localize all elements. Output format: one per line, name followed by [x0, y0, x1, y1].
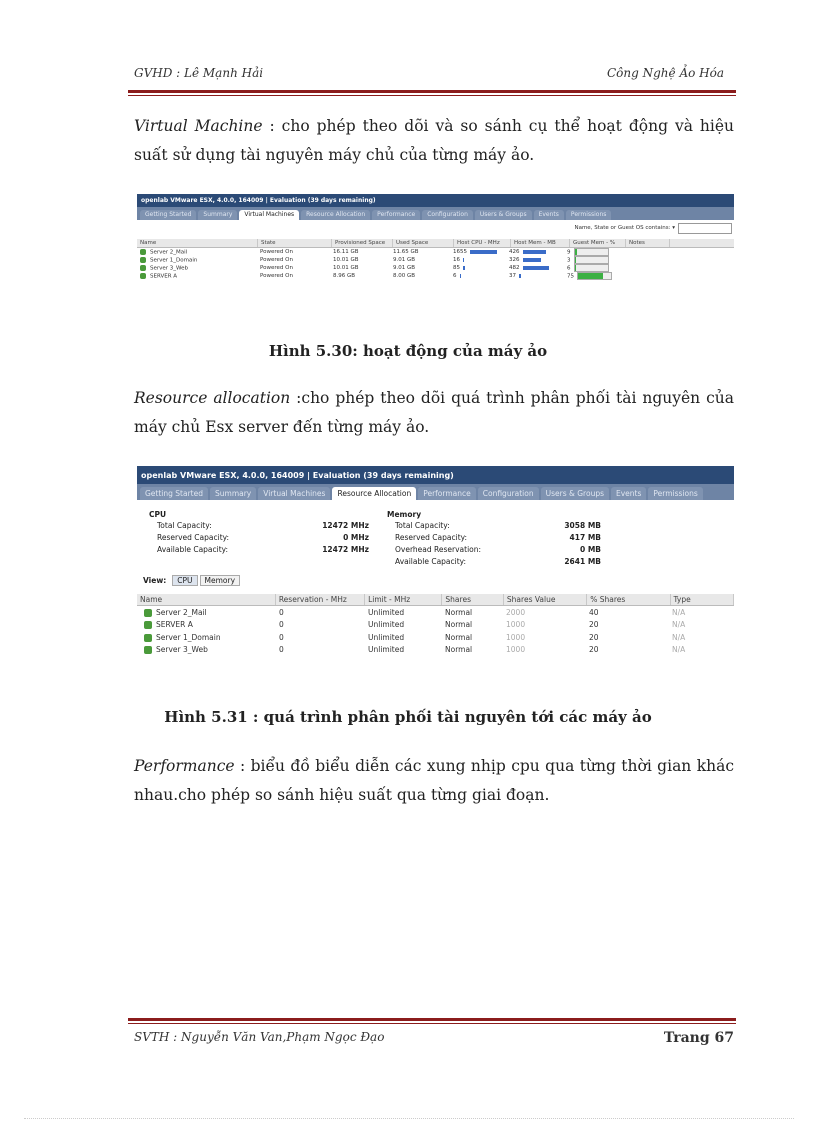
vm-guest-cell: 9	[564, 248, 619, 256]
alloc-name-cell: Server 3_Web	[137, 645, 276, 654]
table-row[interactable]	[137, 256, 734, 264]
mem-reserved-label: Reserved Capacity:	[395, 533, 468, 542]
vm-provisioned-cell: 8.96 GB	[333, 273, 356, 279]
vm-icon	[140, 265, 146, 271]
alloc-pct-cell: 20	[589, 620, 599, 630]
vm-mem-cell: 37	[506, 273, 564, 279]
page-bottom-divider	[24, 1118, 794, 1119]
vm-used-cell: 9.01 GB	[393, 265, 416, 271]
mem-usage-bar	[523, 266, 549, 270]
vm-provisioned-cell: 10.01 GB	[333, 265, 359, 271]
cpu-total-value: 12472 MHz	[322, 521, 369, 530]
alloc-type-cell: N/A	[672, 620, 686, 630]
header-instructor: GVHD : Lê Mạnh Hải	[134, 66, 264, 80]
tab-configuration[interactable]: Configuration	[478, 487, 539, 500]
guest-mem-meter	[577, 272, 612, 280]
paragraph-text: :cho phép theo dõi quá trình phân phối tài nguyên của máy chủ Esx server đến từng máy ảo.	[134, 389, 735, 436]
vm-provisioned-cell: 10.01 GB	[333, 257, 359, 263]
alloc-limit-cell: Unlimited	[368, 620, 405, 630]
alloc-reservation-cell: 0	[279, 620, 284, 630]
alloc-shares-cell: Normal	[445, 632, 473, 642]
col-name[interactable]: Name	[137, 239, 258, 247]
vm-icon	[140, 257, 146, 263]
term-resource-allocation: Resource allocation	[134, 389, 291, 407]
table-row[interactable]	[137, 631, 734, 644]
vm-name-cell: Server 1_Domain	[137, 257, 257, 264]
mem-overhead-value: 0 MB	[579, 545, 601, 554]
mem-total-value: 3058 MB	[564, 521, 601, 530]
alloc-limit-cell: Unlimited	[368, 632, 405, 642]
vm-grid-header	[137, 239, 734, 248]
col-limit[interactable]: Limit - MHz	[365, 594, 442, 605]
window-title: openlab VMware ESX, 4.0.0, 164009 | Evaluation (39 days remaining)	[137, 466, 734, 484]
vm-state-cell: Powered On	[260, 249, 293, 255]
vm-icon	[144, 621, 152, 629]
vm-grid-body	[137, 248, 734, 280]
cpu-usage-bar	[463, 266, 465, 270]
mem-overhead-label: Overhead Reservation:	[395, 545, 482, 554]
vm-used-cell: 9.01 GB	[393, 257, 416, 263]
vm-name-cell: Server 2_Mail	[137, 249, 257, 256]
col-pct-shares[interactable]: % Shares	[587, 594, 670, 605]
col-provisioned[interactable]: Provisioned Space	[332, 239, 393, 247]
alloc-shares-cell: Normal	[445, 645, 473, 655]
allocation-grid-header	[137, 594, 734, 606]
tab-summary[interactable]: Summary	[198, 210, 237, 220]
memory-heading: Memory	[387, 510, 422, 519]
alloc-pct-cell: 40	[589, 607, 599, 617]
alloc-reservation-cell: 0	[279, 645, 284, 655]
alloc-reservation-cell: 0	[279, 632, 284, 642]
col-used[interactable]: Used Space	[393, 239, 454, 247]
alloc-type-cell: N/A	[672, 645, 686, 655]
col-name[interactable]: Name	[137, 594, 276, 605]
vm-icon	[144, 646, 152, 654]
memory-values	[537, 520, 601, 568]
cpu-usage-bar	[460, 274, 461, 278]
mem-usage-bar	[523, 258, 541, 262]
vm-guest-cell: 3	[564, 256, 619, 264]
cpu-reserved-label: Reserved Capacity:	[157, 533, 230, 542]
col-guest-mem[interactable]: Guest Mem - %	[570, 239, 626, 247]
cpu-usage-bar	[470, 250, 497, 254]
col-host-mem[interactable]: Host Mem - MB	[511, 239, 570, 247]
tab-getting-started[interactable]: Getting Started	[140, 210, 196, 220]
mem-usage-bar	[519, 274, 521, 278]
mem-available-label: Available Capacity:	[395, 557, 467, 566]
col-notes[interactable]: Notes	[626, 239, 670, 247]
vm-guest-cell: 75	[564, 272, 619, 280]
vm-provisioned-cell: 16.11 GB	[333, 249, 359, 255]
table-row[interactable]	[137, 272, 734, 280]
alloc-reservation-cell: 0	[279, 607, 284, 617]
filter-label: Name, State or Guest OS contains: ▾	[574, 225, 675, 231]
alloc-value-cell: 1000	[506, 632, 526, 642]
guest-mem-meter	[574, 256, 609, 264]
filter-input[interactable]	[678, 223, 732, 234]
tab-resource-allocation[interactable]: Resource Allocation	[332, 487, 416, 500]
col-shares[interactable]: Shares	[442, 594, 504, 605]
vm-mem-cell: 482	[506, 265, 564, 271]
table-row[interactable]	[137, 606, 734, 619]
vm-state-cell: Powered On	[260, 257, 293, 263]
view-label: View:	[143, 575, 167, 585]
alloc-limit-cell: Unlimited	[368, 607, 405, 617]
alloc-type-cell: N/A	[672, 607, 686, 617]
paragraph-text: : biểu đồ biểu diễn các xung nhịp cpu qua từng thời gian khác nhau.cho phép so sánh hiệu suất qua từng giai đoạn.	[134, 757, 734, 804]
tab-performance[interactable]: Performance	[372, 210, 420, 220]
cpu-reserved-value: 0 MHz	[343, 533, 369, 542]
vm-icon	[140, 273, 146, 279]
tab-summary[interactable]: Summary	[210, 487, 256, 500]
tab-configuration[interactable]: Configuration	[422, 210, 473, 220]
vm-icon	[140, 249, 146, 255]
cpu-available-value: 12472 MHz	[322, 545, 369, 554]
tab-resource-allocation[interactable]: Resource Allocation	[301, 210, 370, 220]
window-title: openlab VMware ESX, 4.0.0, 164009 | Evaluation (39 days remaining)	[137, 194, 734, 207]
memory-labels	[395, 520, 481, 568]
figure-caption-5-31: Hình 5.31 : quá trình phân phối tài nguyên tới các máy ảo	[164, 708, 652, 726]
view-switcher	[137, 572, 734, 588]
mem-reserved-value: 417 MB	[569, 533, 601, 542]
paragraph-resource-allocation	[134, 384, 734, 442]
cpu-values	[287, 520, 369, 556]
mem-usage-bar	[523, 250, 546, 254]
tab-virtual-machines[interactable]: Virtual Machines	[258, 487, 330, 500]
vm-icon	[144, 634, 152, 642]
table-row[interactable]	[137, 264, 734, 272]
guest-mem-meter	[574, 264, 609, 272]
term-virtual-machine: Virtual Machine	[134, 117, 263, 135]
view-cpu-button[interactable]: CPU	[172, 575, 197, 586]
view-memory-button[interactable]: Memory	[200, 575, 241, 586]
tab-getting-started[interactable]: Getting Started	[140, 487, 208, 500]
col-shares-value[interactable]: Shares Value	[504, 594, 587, 605]
mem-available-value: 2641 MB	[564, 557, 601, 566]
alloc-shares-cell: Normal	[445, 607, 473, 617]
vm-cpu-cell: 85	[450, 265, 506, 271]
figure-caption-5-30: Hình 5.30: hoạt động của máy ảo	[268, 342, 548, 360]
vm-name-cell: SERVER A	[137, 273, 257, 280]
alloc-name-cell: Server 1_Domain	[137, 633, 276, 642]
tab-permissions[interactable]: Permissions	[566, 210, 612, 220]
col-state[interactable]: State	[258, 239, 332, 247]
alloc-value-cell: 1000	[506, 645, 526, 655]
footer-rule	[128, 1018, 736, 1024]
vm-cpu-cell: 6	[450, 273, 506, 279]
tab-strip	[137, 207, 734, 220]
tab-events[interactable]: Events	[611, 487, 646, 500]
guest-mem-meter	[574, 248, 609, 256]
vm-mem-cell: 426	[506, 249, 564, 255]
tab-events[interactable]: Events	[534, 210, 564, 220]
cpu-usage-bar	[463, 258, 464, 262]
capacity-summary	[137, 500, 734, 572]
tab-performance[interactable]: Performance	[418, 487, 476, 500]
alloc-value-cell: 2000	[506, 607, 526, 617]
cpu-available-label: Available Capacity:	[157, 545, 229, 554]
alloc-type-cell: N/A	[672, 632, 686, 642]
alloc-name-cell: SERVER A	[137, 620, 276, 629]
col-host-cpu[interactable]: Host CPU - MHz	[454, 239, 511, 247]
tab-strip	[137, 484, 734, 500]
allocation-grid-body	[137, 606, 734, 656]
tab-virtual-machines[interactable]: Virtual Machines	[239, 210, 299, 220]
vm-name-cell: Server 3_Web	[137, 265, 257, 272]
cpu-heading: CPU	[149, 510, 167, 519]
vm-cpu-cell: 16	[450, 257, 506, 263]
alloc-shares-cell: Normal	[445, 620, 473, 630]
alloc-limit-cell: Unlimited	[368, 645, 405, 655]
table-row[interactable]	[137, 248, 734, 256]
page-number: Trang 67	[663, 1030, 734, 1046]
paragraph-text: : cho phép theo dõi và so sánh cụ thể hoạt động và hiệu suất sử dụng tài nguyên máy chủ của từng máy ảo.	[134, 117, 734, 164]
header-rule	[128, 90, 736, 96]
vm-state-cell: Powered On	[260, 265, 293, 271]
paragraph-performance	[134, 752, 734, 810]
alloc-value-cell: 1000	[506, 620, 526, 630]
vm-list-screenshot	[137, 194, 734, 312]
mem-total-label: Total Capacity:	[395, 521, 450, 530]
resource-allocation-screenshot	[137, 466, 734, 678]
col-reservation[interactable]: Reservation - MHz	[276, 594, 365, 605]
tab-permissions[interactable]: Permissions	[648, 487, 702, 500]
cpu-labels	[157, 520, 229, 556]
cpu-total-label: Total Capacity:	[157, 521, 212, 530]
tab-users-groups[interactable]: Users & Groups	[541, 487, 609, 500]
tab-users-groups[interactable]: Users & Groups	[475, 210, 532, 220]
term-performance: Performance	[134, 757, 235, 775]
vm-state-cell: Powered On	[260, 273, 293, 279]
footer-students: SVTH : Nguyễn Văn Van,Phạm Ngọc Đạo	[134, 1030, 385, 1044]
vm-cpu-cell: 1655	[450, 249, 506, 255]
table-row[interactable]	[137, 644, 734, 657]
header-subject: Công Nghệ Ảo Hóa	[606, 66, 724, 80]
filter-bar	[137, 220, 734, 236]
vm-used-cell: 8.00 GB	[393, 273, 416, 279]
vm-used-cell: 11.65 GB	[393, 249, 419, 255]
col-type[interactable]: Type	[671, 594, 734, 605]
alloc-name-cell: Server 2_Mail	[137, 608, 276, 617]
alloc-pct-cell: 20	[589, 632, 599, 642]
table-row[interactable]	[137, 619, 734, 632]
alloc-pct-cell: 20	[589, 645, 599, 655]
paragraph-virtual-machine	[134, 112, 734, 170]
vm-guest-cell: 6	[564, 264, 619, 272]
vm-mem-cell: 326	[506, 257, 564, 263]
vm-icon	[144, 609, 152, 617]
